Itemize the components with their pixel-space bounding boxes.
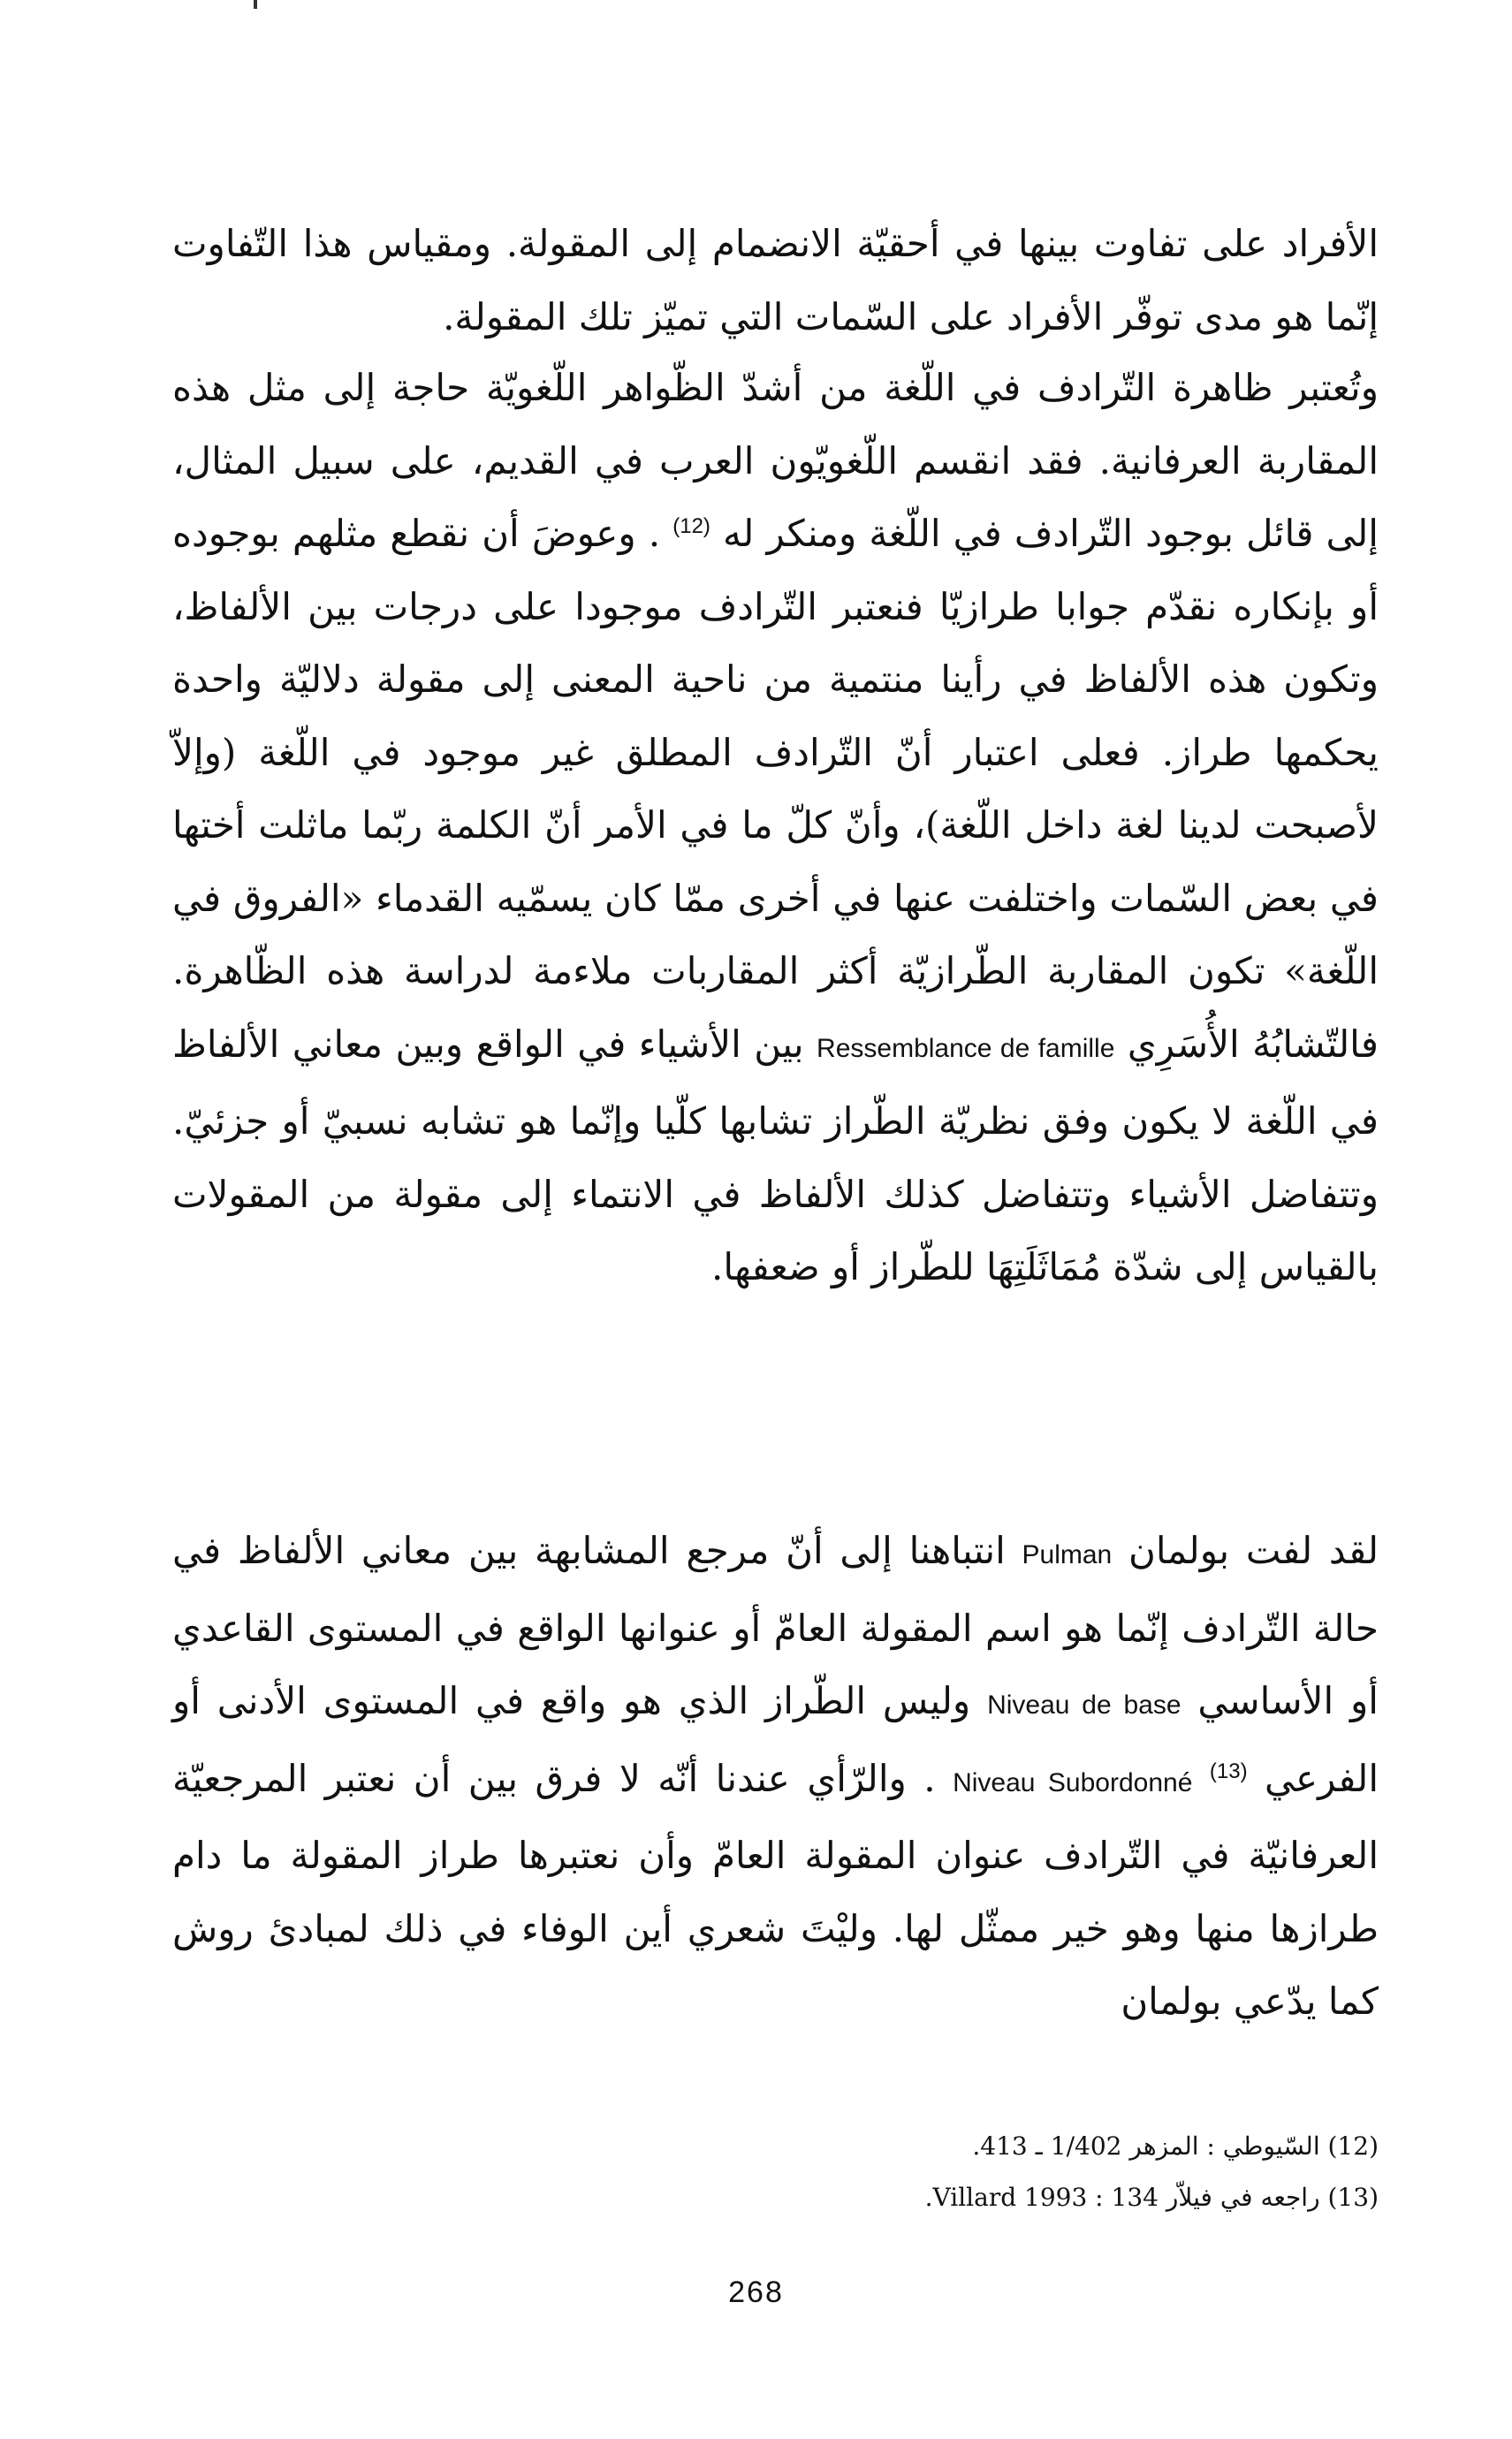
footnote-ref-13[interactable]: (13) [1209, 1759, 1248, 1783]
latin-term-pulman: Pulman [1022, 1540, 1113, 1569]
paragraph-3-part-4: . والرّأي عندنا أنّه لا فرق بين أن نعتبر المرجعيّة العرفانيّة في التّرادف عنوان المقولة العامّ وأن نعتبرها طراز المقولة ما دام طرازها منها وهو خير ممثّل لها. وليْتَ شعري أين الوفاء في ذلك لمبادئ روش كما يدّعي بولمان [172, 1756, 1379, 2023]
paragraph-2-part-1: وتُعتبر ظاهرة التّرادف في اللّغة من أشدّ الظّواهر اللّغويّة حاجة إلى مثل هذه المقاربة العرفانية. فقد انقسم اللّغويّون العرب في القديم، على سبيل المثال، إلى قائل بوجود التّرادف في اللّغة ومنكر له [172, 366, 1379, 555]
paragraph-2-part-3: بين الأشياء في الواقع وبين معاني الألفاظ في اللّغة لا يكون وفق نظريّة الطّراز تشابها كلّيا وإنّما هو تشابه نسبيّ أو جزئيّ. وتتفاضل الأشياء وتتفاضل كذلك الألفاظ في الانتماء إلى مقولة من المقولات بالقياس إلى شدّة مُمَاثَلَتِهَا للطّراز أو ضعفها. [172, 1022, 1379, 1288]
footnotes [689, 2121, 1379, 2223]
latin-term-niveau-subordonne: Niveau Subordonné [953, 1767, 1193, 1797]
footnote-13: (13) راجعه في فيلاّر Villard 1993 : 134. [924, 2183, 1379, 2212]
paragraph-1-text: الأفراد على تفاوت بينها في أحقيّة الانضمام إلى المقولة. ومقياس هذا التّفاوت إنّما هو مدى توفّر الأفراد على السّمات التي تميّز تلك المقولة. [172, 222, 1379, 338]
paragraph-3-part-3: وليس الطّراز الذي هو واقع في المستوى الأدنى أو الفرعي [172, 1679, 1379, 1800]
paragraph-3-part-2: انتباهنا إلى أنّ مرجع المشابهة بين معاني الألفاظ في حالة التّرادف إنّما هو اسم المقولة العامّ أو عنوانها الواقع في المستوى القاعدي أو الأساسي [172, 1529, 1379, 1722]
footnote-ref-12[interactable]: (12) [672, 514, 710, 538]
scan-mark [254, 0, 257, 9]
page-number: 268 [728, 2276, 784, 2309]
paragraph-3-part-1: لقد لفت بولمان [1128, 1529, 1379, 1572]
paragraph-2-part-2: . وعوضَ أن نقطع مثلهم بوجوده أو بإنكاره نقدّم جوابا طرازيّا فنعتبر التّرادف موجودا على درجات بين الألفاظ، وتكون هذه الألفاظ في رأينا منتمية من ناحية المعنى إلى مقولة دلاليّة واحدة يحكمها طراز. فعلى اعتبار أنّ التّرادف المطلق غير موجود في اللّغة (وإلاّ لأصبحت لدينا لغة داخل اللّغة)، وأنّ كلّ ما في الأمر أنّ الكلمة ربّما ماثلت أختها في بعض السّمات واختلفت عنها في أخرى ممّا كان يسمّيه القدماء «الفروق في اللّغة» تكون المقاربة الطّرازيّة أكثر المقاربات ملاءمة لدراسة هذه الظّاهرة. فالتّشابُهُ الأُسَرِي [172, 512, 1379, 1066]
footnote-12: (12) السّيوطي : المزهر 1/402 ـ 413. [972, 2131, 1379, 2161]
latin-term-niveau-de-base: Niveau de base [987, 1691, 1181, 1720]
latin-term-ressemblance: Ressemblance de famille [817, 1033, 1115, 1063]
paragraph-1 [172, 208, 1379, 353]
paragraph-2 [172, 352, 1379, 1304]
paragraph-3 [172, 1515, 1379, 2039]
